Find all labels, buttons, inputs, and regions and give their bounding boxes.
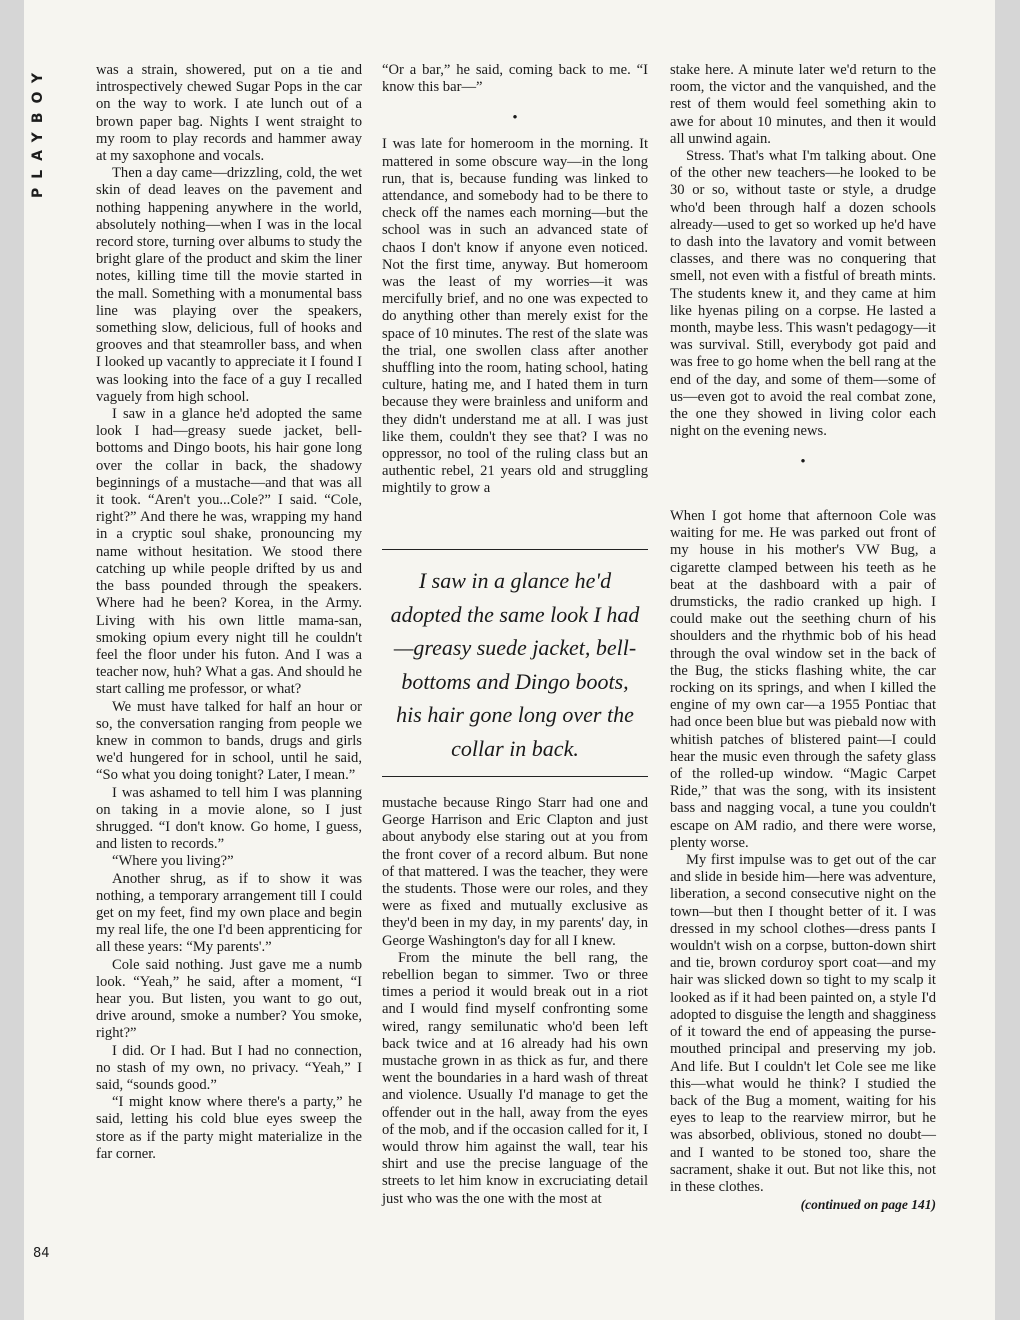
- paragraph: was a strain, showered, put on a tie and introspectively chewed Sugar Pops in the car on the way to work. I ate lunch out of a brown paper bag. Nights I went straight to my room to play records and hammer away at my saxophone and vocals.: [96, 62, 362, 165]
- continued-note: (continued on page 141): [800, 1197, 936, 1213]
- paragraph: “Where you living?”: [112, 853, 234, 870]
- column-2-top: [382, 62, 648, 498]
- paragraph: I was late for homeroom in the morning. It mattered in some obscure way—in the long run, that is, because funding was linked to attendance, and somebody had to be there to check off the names each morning—but the school was in such an advanced state of chaos I don't know if anyone even noticed. Not the first time, anyway. But homeroom was the least of my worries—it was mercifully brief, and no one was expected to do anything other than merely exist for the space of 10 minutes. The rest of the slate was the trial, one swollen class after another shuffling into the room, hating school, hating culture, hating me, and I hated them in turn because they were brainless and uniform and they didn't understand me at all. I was just like them, couldn't they see that? I was no oppressor, no tool of the ruling class but an authentic rebel, 21 years old and struggling mightily to grow a: [382, 136, 648, 497]
- paragraph: mustache because Ringo Starr had one and George Harrison and Eric Clapton and just about anybody else staring out at you from the front cover of a record album. But none of that mattered. I was the teacher, they were the students. Those were our roles, and they were as fixed and mutually exclusive as they'd been in my day, in my parents' day, in George Washington's day for all I knew.: [382, 795, 648, 949]
- paragraph: stake here. A minute later we'd return to the room, the victor and the vanquished, and the rest of them would feel something akin to awe for about 10 minutes, and then it would all unwind again.: [670, 62, 936, 147]
- paragraph: Then a day came—drizzling, cold, the wet skin of dead leaves on the pavement and nothing happening anywhere in the world, absolutely nothing—when I was in the local record store, turning over albums to study the bright glare of the product and skim the liner notes, killing time till the movie started in the mall. Something with a monumental bass line was playing over the speakers, something slow, delicious, full of hooks and grooves and that steamroller bass, and when I looked up vacantly to appreciate it I found I was looking into the face of a guy I recalled vaguely from high school.: [96, 165, 362, 405]
- pull-quote: [382, 549, 648, 777]
- paragraph: “I might know where there's a party,” he said, letting his cold blue eyes sweep the store as if the party might materialize in the far corner.: [96, 1094, 362, 1162]
- column-1: [96, 62, 362, 1163]
- paragraph: I saw in a glance he'd adopted the same look I had—greasy suede jacket, bell-bottoms and Dingo boots, his hair gone long over the collar in back, the shadowy beginnings of a mustache—and that was all it took. “Aren't you...Cole?” I said. “Cole, right?” And there he was, wrapping my hand in a cryptic soul shake, pronouncing my name without hesitation. We stood there catching up while people drifted by us and the bass pounded through the speakers. Where had he been? Korea, in the Army. Living with his own little mama-san, smoking opium every night till he couldn't feel the floor under his futon. And I was a teacher now, huh? What a gas. And should he start calling me professor, or what?: [96, 406, 362, 698]
- paragraph: I was ashamed to tell him I was planning on taking in a movie alone, so I just shrugged. “I don't know. Go home, I guess, and listen to records.”: [96, 784, 362, 853]
- column-3-top: [670, 62, 936, 480]
- magazine-page: [24, 0, 995, 1320]
- paragraph: Stress. That's what I'm talking about. One of the other new teachers—he looked to be 30 or so, without taste or style, a drudge who'd been through half a dozen schools already—used to get so worked up he'd have to dash into the lavatory and vomit between classes, and there was no conquering that smell, not even with a fistful of breath mints. The students knew it, and they came at him like hyenas piling on a corpse. He lasted a month, maybe less. This wasn't pedagogy—it was survival. Still, everybody got paid and was free to go home when the bell rang at the end of the day, and some of them—some of us—even got to avoid the real combat zone, the one they showed in living color each night on the evening news.: [670, 148, 936, 440]
- column-3-bottom: [670, 508, 936, 1213]
- section-break: •: [800, 454, 806, 471]
- paragraph: When I got home that afternoon Cole was waiting for me. He was parked out front of my house in his mother's VW Bug, a cigarette clamped between his teeth as he beat at the dashboard with a pair of drumsticks, the radio cranked up high. I could make out the seething churn of his shoulders and the rhythmic bob of his head through the oval window set in the back of the Bug, the sticks flashing white, the car rocking on its springs, and when I killed the engine of my own car—a 1955 Pontiac that had once been blue but was piebald now with whitish patches of blistered paint—I could hear the music even through the safety glass of the rolled-up window. “Magic Carpet Ride,” that was the song, with its insistent bass and nagging vocal, a tune you couldn't escape on AM radio, and there were worse, plenty worse.: [670, 508, 936, 851]
- magazine-name: PLAYBOY: [30, 64, 46, 199]
- paragraph: I did. Or I had. But I had no connection, no stash of my own, no privacy. “Yeah,” I said, “sounds good.”: [96, 1042, 362, 1093]
- paragraph: “Or a bar,” he said, coming back to me. “I know this bar—”: [382, 62, 648, 96]
- paragraph: My first impulse was to get out of the car and slide in beside him—here was adventure, liberation, a second consecutive night on the town—but then I thought better of it. I was dressed in my school clothes—dress pants I wouldn't wish on a corpse, button-down shirt and tie, brown corduroy sport coat—and my hair was slicked down so tight to my scalp it looked as if it had been painted on, a style I'd adopted to disguise the length and shagginess of it toward the end of appeasing the purse-mouthed principal and preserving my job. And life. But I couldn't let Cole see me like this—what would he think? I studied the back of the Bug a moment, waiting for his eyes to leap to the rearview mirror, but he was absorbed, oblivious, stoned no doubt—and I wanted to be stoned too, share the sacrament, shake it out. But not like this, not in these clothes.: [670, 852, 936, 1195]
- paragraph: From the minute the bell rang, the rebellion began to simmer. Two or three times a period it would break out in a riot and I would find myself confronting some wired, rangy semilunatic who'd been left back twice and at 16 already had his own mustache grown in as thick as fur, and there went the boundaries in a hard wash of threat and violence. Usually I'd manage to get the offender out in the hall, away from the eyes of the mob, and if the occasion called for it, I would throw him against the wall, tear his shirt and use the precise language of the streets to let him know in excruciating detail just who was the one with the most at: [382, 949, 648, 1207]
- page-number: 84: [33, 1246, 50, 1261]
- paragraph: We must have talked for half an hour or so, the conversation ranging from people we knew in common to bands, drugs and girls we'd hungered for in school, until he said, “So what you doing tonight? Later, I mean.”: [96, 698, 362, 784]
- column-2-bottom: [382, 795, 648, 1208]
- pull-quote-text: I saw in a glance he'd adopted the same look I had—greasy suede jacket, bell-bottoms and Dingo boots, his hair gone long over the collar in back.: [390, 568, 640, 761]
- paragraph: Another shrug, as if to show it was nothing, a temporary arrangement till I could get on my feet, find my own place and begin my real life, the one I'd been apprenticing for all these years: “My parents'.”: [96, 870, 362, 956]
- section-break: •: [512, 110, 518, 127]
- paragraph: Cole said nothing. Just gave me a numb look. “Yeah,” he said, after a moment, “I hear you. But listen, you want to go out, drive around, smoke a number? You smoke, right?”: [96, 956, 362, 1042]
